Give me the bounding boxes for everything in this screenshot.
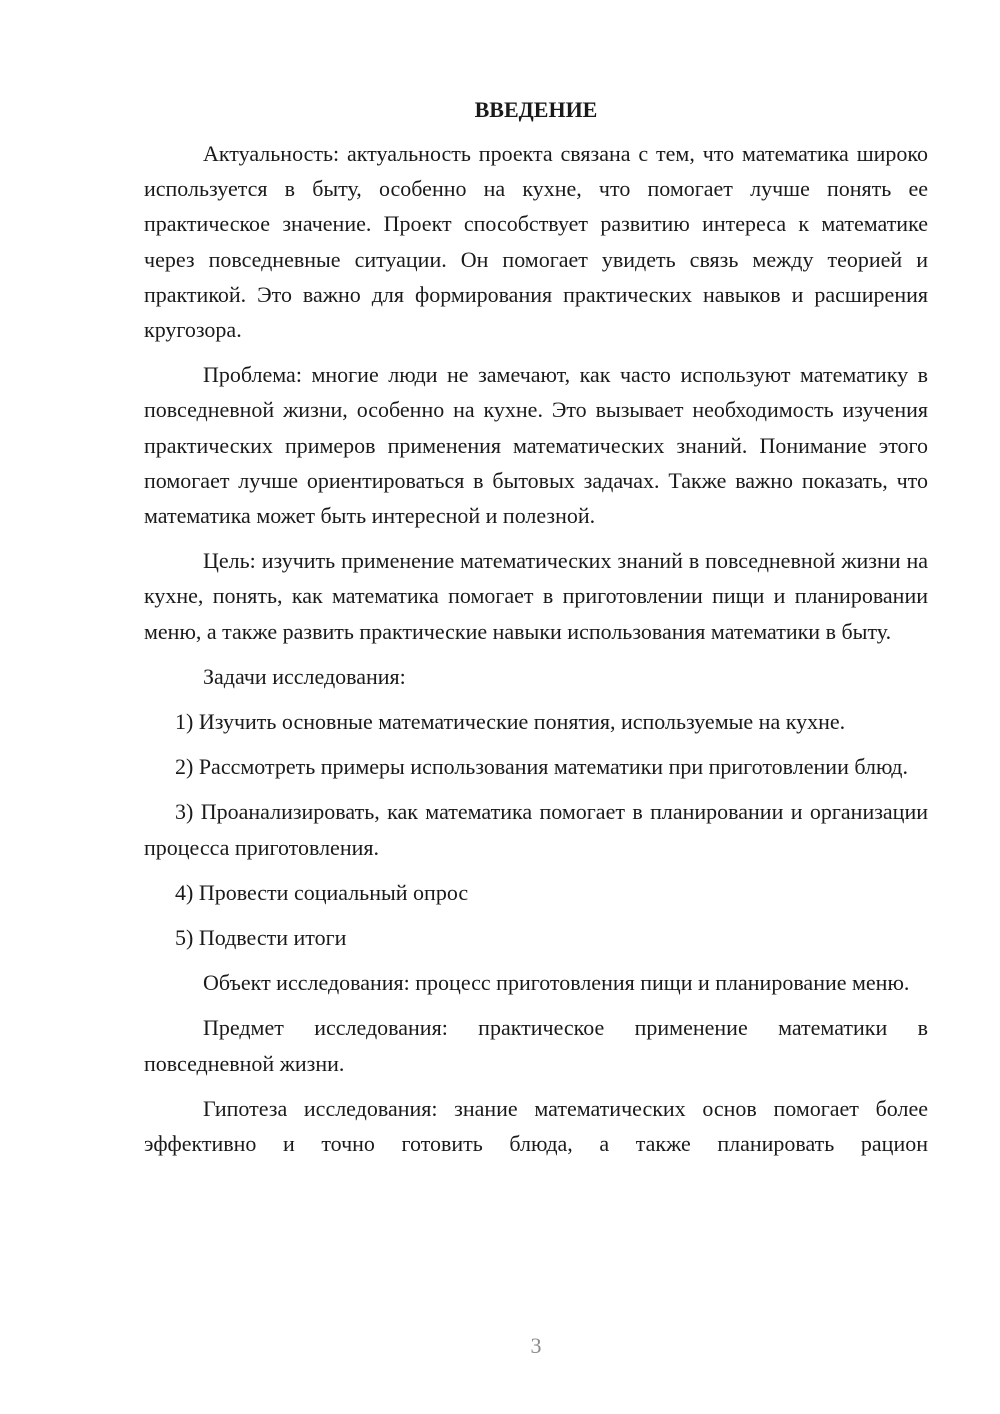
object-paragraph: Объект исследования: процесс приготовления пищи и планирование меню. bbox=[203, 970, 910, 996]
task-item-5: 5) Подвести итоги bbox=[175, 925, 347, 951]
hypothesis-paragraph: Гипотеза исследования: знание математических основ помогает более эффективно и точно готовить блюда, а также планировать рацион bbox=[144, 1095, 928, 1157]
task-item-1: 1) Изучить основные математические понятия, используемые на кухне. bbox=[175, 709, 846, 735]
task-item-3: 3) Проанализировать, как математика помогает в планировании и организации процесса приготовления. bbox=[144, 799, 928, 860]
document-page bbox=[144, 94, 928, 1161]
subject-paragraph: Предмет исследования: практическое применение математики в повседневной жизни. bbox=[144, 1015, 928, 1076]
tasks-heading: Задачи исследования: bbox=[203, 663, 406, 689]
relevance-paragraph: Актуальность: актуальность проекта связана с тем, что математика широко используется в быту, особенно на кухне, что помогает лучше понять ее практическое значение. Проект способствует развитию интереса к математике через повседневные ситуации. Он помогает увидеть связь между теорией и практикой. Это важно для формирования практических навыков и расширения кругозора. bbox=[144, 141, 928, 343]
page-number: 3 bbox=[530, 1333, 542, 1358]
task-item-2: 2) Рассмотреть примеры использования математики при приготовлении блюд. bbox=[175, 754, 908, 780]
problem-paragraph: Проблема: многие люди не замечают, как часто используют математику в повседневной жизни, особенно на кухне. Это вызывает необходимость изучения практических примеров применения математических знаний. Понимание этого помогает лучше ориентироваться в бытовых задачах. Также важно показать, что математика может быть интересной и полезной. bbox=[144, 362, 928, 529]
task-item-4: 4) Провести социальный опрос bbox=[175, 879, 469, 905]
page-title: ВВЕДЕНИЕ bbox=[474, 97, 598, 122]
goal-paragraph: Цель: изучить применение математических знаний в повседневной жизни на кухне, понять, как математика помогает в приготовлении пищи и планировании меню, а также развить практические навыки использования математики в быту. bbox=[144, 548, 928, 644]
